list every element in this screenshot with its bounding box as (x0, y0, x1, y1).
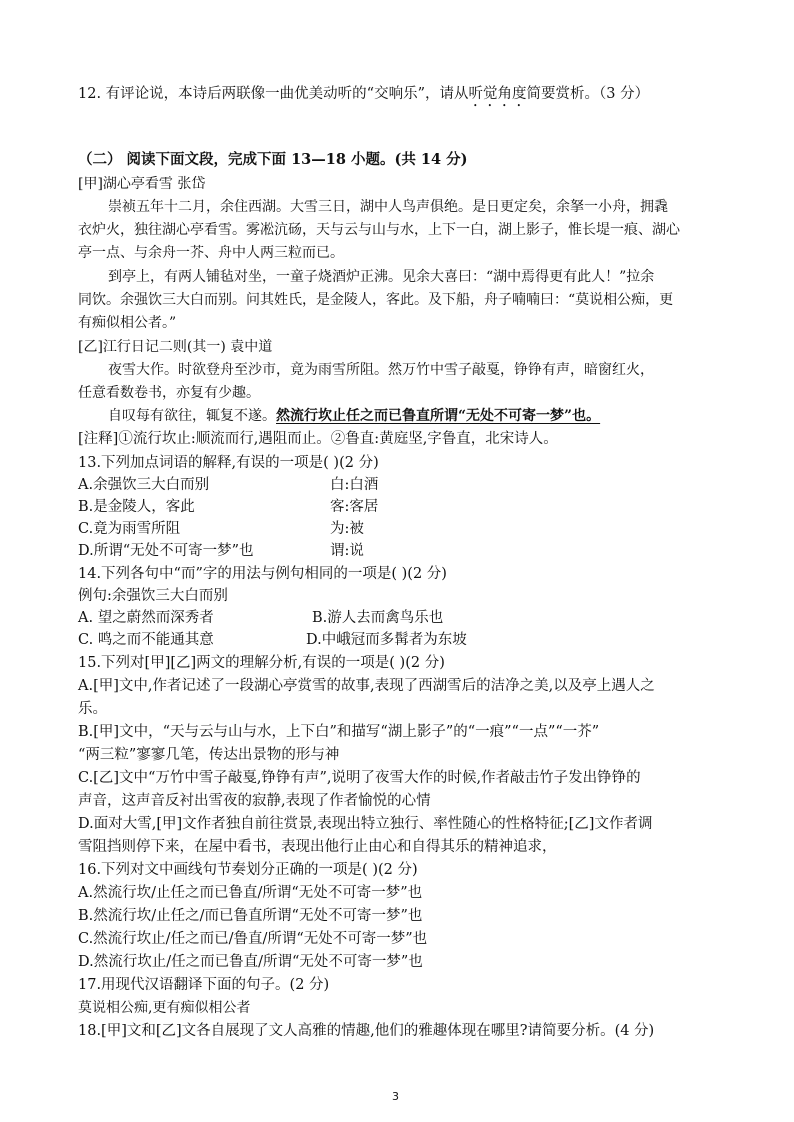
q15-option-d-line2: 雪阻挡则停下来，在屋中看书，表现出他行止由心和自得其乐的精神追求， (78, 839, 557, 855)
jia-p2-line2: 同饮。余强饮三大白而别。问其姓氏，是金陵人，客此。及下船，舟子喃喃曰：“莫说相公痴，更 (78, 292, 674, 308)
q12-emphasis: 听觉角度 (468, 86, 527, 102)
q14-option-d: D.中峨冠而多髯者为东坡 (306, 632, 467, 648)
q14-option-c: C. 鸣之而不能通其意 (78, 632, 214, 648)
yi-p1-line1: 夜雪大作。时欲登舟至沙市，竟为雨雪所阻。然万竹中雪子敲戛，铮铮有声，暗窗红火， (108, 362, 654, 378)
q13-option-d-gloss: 谓:说 (330, 543, 364, 559)
q14-option-b: B.游人去而禽鸟乐也 (312, 610, 444, 626)
q16-option-a: A.然流行坎/止任之而已鲁直/所谓“无处不可寄一梦”也 (78, 885, 423, 901)
q15-option-a-line2: 乐。 (78, 701, 107, 717)
yi-title: [乙]江行日记二则(其一) 袁中道 (78, 339, 273, 355)
question-18-stem: 18.[甲]文和[乙]文各自展现了文人高雅的情趣,他们的雅趣体现在哪里?请简要分析。(4 分) (78, 1023, 655, 1039)
q15-option-c-line2: 声音，这声音反衬出雪夜的寂静,表现了作者愉悦的心情 (78, 793, 431, 809)
question-13-stem: 13.下列加点词语的解释,有误的一项是( )(2 分) (78, 455, 379, 471)
page-number: 3 (392, 1090, 399, 1103)
q15-option-d-line1: D.面对大雪,[甲]文作者独自前往赏景,表现出特立独行、率性随心的性格特征;[乙]文作者调 (78, 816, 653, 832)
question-14-stem: 14.下列各句中“而”字的用法与例句相同的一项是( )(2 分) (78, 566, 447, 582)
q15-option-c-line1: C.[乙]文中“万竹中雪子敲戛,铮铮有声”,说明了夜雪大作的时候,作者敲击竹子发出铮铮的 (78, 770, 641, 786)
q12-suffix: 简要赏析。（3 分） (526, 86, 650, 102)
q17-sentence: 莫说相公痴,更有痴似相公者 (78, 1000, 251, 1016)
jia-title: [甲]湖心亭看雪 张岱 (78, 176, 206, 192)
jia-p1-line1: 崇祯五年十二月，余住西湖。大雪三日，湖中人鸟声俱绝。是日更定矣，余拏一小舟，拥毳 (108, 199, 668, 215)
question-17-stem: 17.用现代汉语翻译下面的句子。(2 分) (78, 977, 330, 993)
yi-p1-line2: 任意看数卷书，亦复有少趣。 (78, 385, 260, 401)
question-15-stem: 15.下列对[甲][乙]两文的理解分析,有误的一项是( )(2 分) (78, 655, 445, 671)
question-12 (78, 86, 649, 110)
yi-p2 (108, 409, 600, 423)
yi-p2-plain: 自叹每有欲往，辄复不遂。 (108, 408, 276, 424)
q16-option-d: D.然流行坎止/任之而已鲁直/所谓“无处不可寄一梦”也 (78, 954, 423, 970)
yi-p2-underlined-sentence: 然流行坎止任之而已鲁直所谓“无处不可寄一梦”也。 (276, 408, 601, 424)
jia-p1-line3: 亭一点、与余舟一芥、舟中人两三粒而已。 (78, 245, 344, 261)
jia-p2-line3: 有痴似相公者。” (78, 315, 177, 331)
q15-option-a-line1: A.[甲]文中,作者记述了一段湖心亭赏雪的故事,表现了西湖雪后的洁净之美,以及亭上遇人之 (78, 678, 655, 694)
q16-option-b: B.然流行坎/止任之/而已鲁直所谓“无处不可寄一梦”也 (78, 908, 423, 924)
annotation-note: [注释]①流行坎止:顺流而行,遇阻而止。②鲁直:黄庭坚,字鲁直，北宋诗人。 (78, 431, 558, 447)
jia-p2-line1: 到亭上，有两人铺毡对坐，一童子烧酒炉正沸。见余大喜曰：“湖中焉得更有此人！”拉余 (108, 269, 655, 285)
question-16-stem: 16.下列对文中画线句节奏划分正确的一项是( )(2 分) (78, 862, 418, 878)
q15-option-b-line1: B.[甲]文中，“天与云与山与水，上下白”和描写“湖上影子”的“一痕”“一点”“一芥” (78, 724, 600, 740)
section-2-title: （二） 阅读下面文段，完成下面 13—18 小题。(共 14 分) (78, 151, 468, 168)
q16-option-c: C.然流行坎止/任之而已/鲁直/所谓“无处不可寄一梦”也 (78, 931, 428, 947)
q13-option-b: B.是金陵人，客此 (78, 499, 195, 515)
q14-example: 例句:余强饮三大白而别 (78, 588, 228, 604)
q14-option-a: A. 望之蔚然而深秀者 (78, 610, 214, 626)
q13-option-a-gloss: 白:白酒 (330, 477, 379, 493)
jia-p1-line2: 衣炉火，独往湖心亭看雪。雾凇沆砀，天与云与山与水，上下一白，湖上影子，惟长堤一痕、湖心 (78, 222, 680, 238)
q13-option-b-gloss: 客:客居 (330, 499, 379, 515)
q13-option-d: D.所谓“无处不可寄一梦”也 (78, 543, 254, 559)
q13-option-c-gloss: 为:被 (330, 521, 364, 537)
q13-option-a: A.余强饮三大白而别 (78, 477, 210, 493)
q15-option-b-line2: “两三粒”寥寥几笔，传达出景物的形与神 (78, 747, 340, 763)
q12-prefix: 12. 有评论说，本诗后两联像一曲优美动听的“交响乐”，请从 (78, 86, 469, 102)
q13-option-c: C.竟为雨雪所阻 (78, 521, 181, 537)
